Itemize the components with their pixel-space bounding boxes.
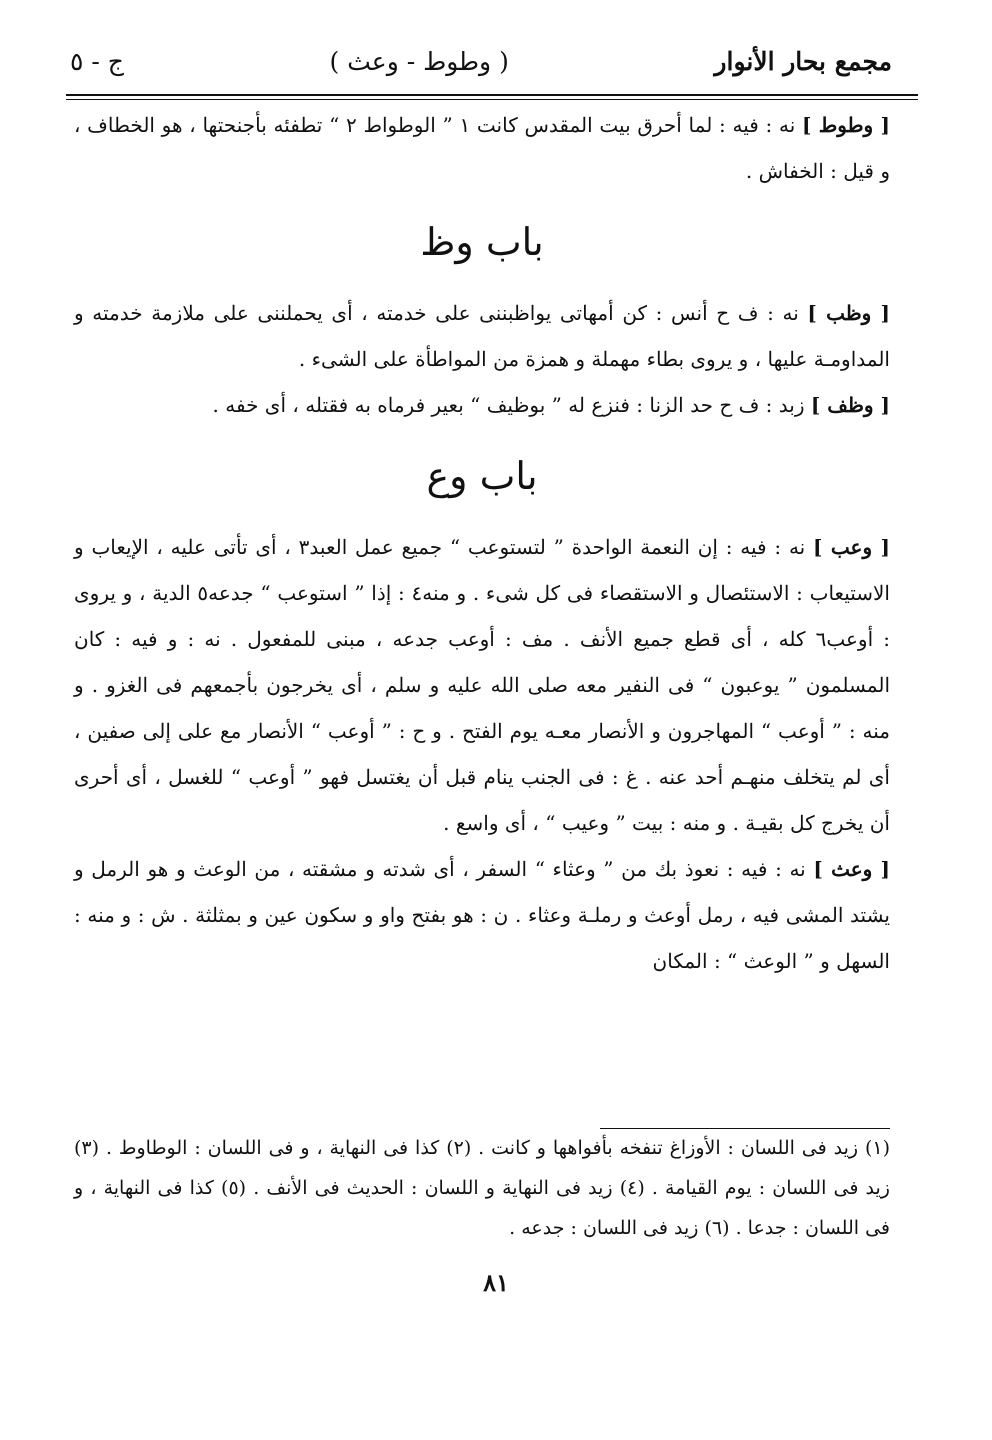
- entry-lemma: [ وظف ]: [810, 393, 890, 417]
- book-title: مجمع بحار الأنوار: [714, 46, 892, 76]
- volume-label: ج - ٥: [70, 46, 124, 76]
- entry-wath: [74, 846, 890, 984]
- section-title: باب وظ: [420, 220, 544, 264]
- page-number: ٨١: [483, 1268, 509, 1297]
- main-text: [74, 102, 890, 984]
- header-rule-thin: [66, 99, 918, 100]
- running-header: [70, 36, 892, 86]
- entry-wab: [74, 524, 890, 846]
- section-range: ( وطوط - وعث ): [329, 46, 509, 76]
- entry-text: نه : فيه : لما أحرق بيت المقدس كانت ١ ” الوطواط ٢ “ تطفئه بأجنحتها ، هو الخطاف ، و قيل : الخفاش .: [74, 113, 890, 183]
- entry-wzf: [74, 382, 890, 428]
- entry-lemma: [ وطوط ]: [802, 113, 890, 137]
- entry-text: زبد : ف ح حد الزنا : فنزع له ” بوظيف “ بعير فرماه به فقتله ، أى خفه .: [212, 393, 805, 417]
- footnotes: [74, 1128, 890, 1248]
- section-title: باب وع: [426, 454, 538, 498]
- entry-lemma: [ وعث ]: [813, 857, 890, 881]
- entry-wzb: [74, 290, 890, 382]
- entry-text: نه : ف ح أنس : كن أمهاتى يواظبننى على خدمته ، أى يحملننى على ملازمة خدمته و المداومـة عليها ، و يروى بطاء مهملة و همزة من المواطأة على الشىء .: [74, 301, 890, 371]
- entry-wtwt: [74, 102, 890, 194]
- entry-text: نه : فيه : نعوذ بك من ” وعثاء “ السفر ، أى شدته و مشقته ، من الوعث و هو الرمل و يشتد المشى فيه ، رمل أوعث و رملـة وعثاء . ن : هو بفتح واو و سكون عين و بمثلثة . ش : و منه : السهل و ” الوعث “ : المكان: [74, 857, 890, 973]
- entry-lemma: [ وعب ]: [813, 535, 891, 559]
- entry-lemma: [ وظب ]: [807, 301, 890, 325]
- header-rule: [66, 94, 918, 96]
- entry-text: نه : فيه : إن النعمة الواحدة ” لتستوعب “ جميع عمل العبد٣ ، أى تأتى عليه ، الإيعاب و الاستيعاب : الاستئصال و الاستقصاء فى كل شىء . و منه٤ : إذا ” استوعب “ جدعه٥ الدية ، و يروى : أوعب٦ كله ، أى قطع جميع الأنف . مف : أوعب جدعه ، مبنى للمفعول . نه : و فيه : كان المسلمون ” يوعبون “ فى النفير معه صلى الله عليه و سلم ، أى يخرجون بأجمعهم فى الغزو . و منه : ” أوعب “ المهاجرون و الأنصار معـه يوم الفتح . و ح : ” أوعب “ الأنصار مع على إلى صفين ، أى لم يتخلف منهـم أحد عنه . غ : فى الجنب ينام قبل أن يغتسل فهو ” أوعب “ للغسل ، أى أحرى أن يخرج كل بقيـة . و منه : بيت ” وعيب “ ، أى واسع .: [74, 535, 890, 835]
- footnote-text: (١) زيد فى اللسان : الأوزاغ تنفخه بأفواهها و كانت . (٢) كذا فى النهاية ، و فى اللسان : الوطاوط . (٣) زيد فى اللسان : يوم القيامة . (٤) زيد فى النهاية و اللسان : الحديث فى الأنف . (٥) كذا فى النهاية ، و فى اللسان : جدعا . (٦) زيد فى اللسان : جدعه .: [74, 1137, 891, 1239]
